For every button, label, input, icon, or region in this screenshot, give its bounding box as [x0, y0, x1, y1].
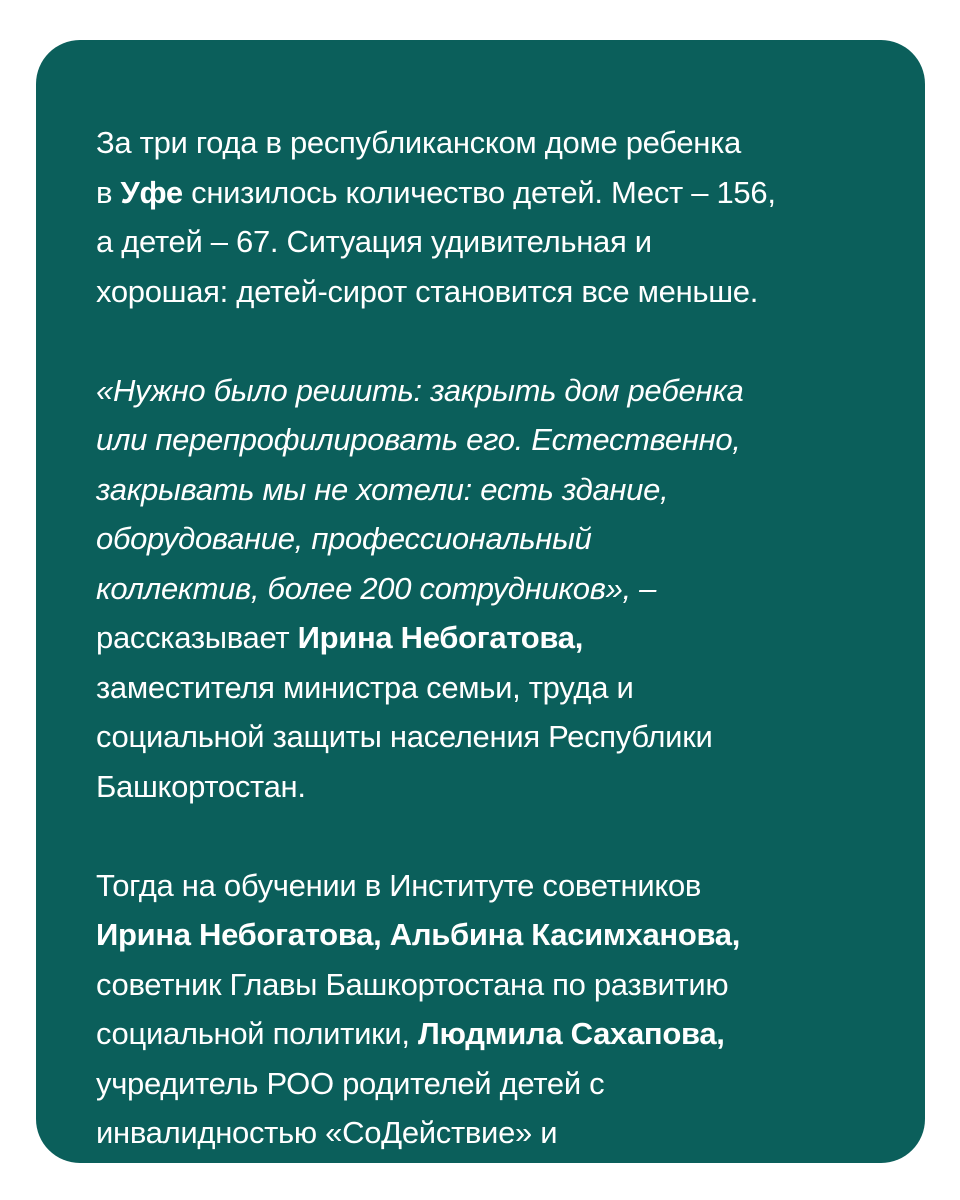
- speaker-name: Ирина Небогатова,: [297, 620, 584, 655]
- paragraph-intro: [96, 118, 885, 316]
- quote-text: «Нужно было решить: закрыть дом ребенка или перепрофилировать его. Естественно, закрывать мы не хотели: есть здание, оборудование, профессиональный коллектив, более 200 сотрудников», –: [96, 372, 744, 606]
- paragraph-participants-text-b: советник Главы Башкортостана по развитию социальной политики,: [96, 966, 729, 1051]
- paragraph-participants-text-a: Тогда на обучении в Институте советников: [96, 867, 702, 903]
- paragraph-quote-text-a: рассказывает: [96, 620, 290, 655]
- paragraph-participants-text-c: учредитель РОО родителей детей с инвалидностью «СоДействие» и: [96, 1065, 605, 1150]
- paragraph-quote-text-b: заместителя министра семьи, труда и социальной защиты населения Республики Башкортостан.: [96, 669, 713, 804]
- paragraph-participants: [96, 861, 885, 1158]
- participant-name-2: Людмила Сахапова,: [418, 1016, 725, 1051]
- paragraph-intro-text-b: снизилось количество детей. Мест – 156, а детей – 67. Ситуация удивительная и хорошая: детей-сирот становится все меньше.: [96, 174, 776, 309]
- paragraph-intro-text-a: За три года в республиканском доме ребенка в: [96, 125, 742, 210]
- city-name: Уфе: [120, 174, 183, 210]
- article-card: [36, 40, 925, 1163]
- paragraph-quote: [96, 366, 885, 812]
- participant-names: Ирина Небогатова, Альбина Касимханова,: [96, 917, 741, 952]
